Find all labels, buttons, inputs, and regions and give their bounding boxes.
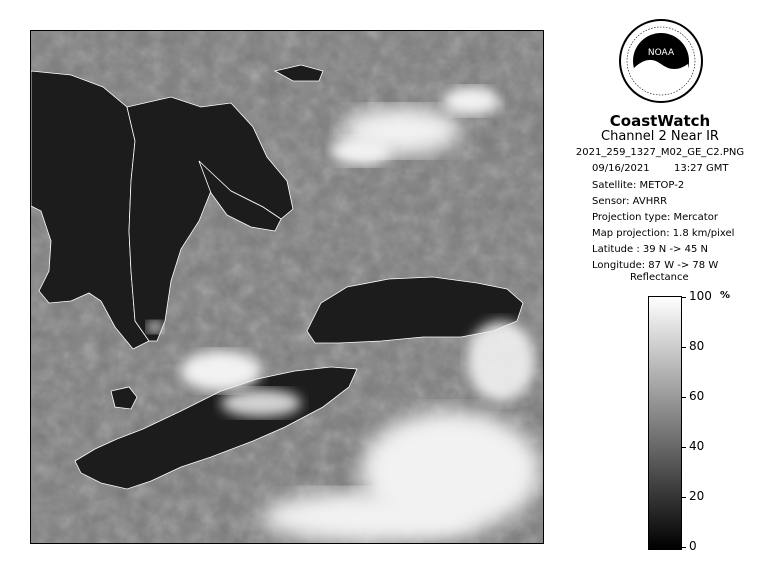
sensor-label: Sensor: AVHRR	[592, 196, 668, 207]
colorbar-tick-label: 80	[689, 339, 705, 353]
colorbar-tick-mark	[681, 447, 686, 448]
cloud-small	[147, 321, 163, 333]
filename-label: 2021_259_1327_M02_GE_C2.PNG	[575, 147, 745, 158]
satellite-label: Satellite: METOP-2	[592, 180, 685, 191]
colorbar	[648, 296, 682, 550]
map-projection-label: Map projection: 1.8 km/pixel	[592, 228, 735, 239]
projection-type-label: Projection type: Mercator	[592, 212, 718, 223]
datetime-row	[592, 163, 729, 174]
noaa-logo	[618, 18, 704, 104]
map-svg	[31, 31, 543, 543]
cloud-ne-2	[331, 137, 391, 165]
colorbar-tick-label: 60	[689, 389, 705, 403]
colorbar-tick-label: 40	[689, 439, 705, 453]
satellite-map	[30, 30, 544, 544]
channel-label: Channel 2 Near IR	[601, 129, 719, 144]
cloud-e	[467, 321, 535, 401]
product-title: CoastWatch	[609, 112, 711, 130]
colorbar-tick-label: 20	[689, 489, 705, 503]
time-label: 13:27 GMT	[674, 163, 729, 174]
latitude-label: Latitude : 39 N -> 45 N	[592, 244, 708, 255]
colorbar-unit: %	[720, 290, 731, 301]
colorbar-title: Reflectance	[630, 272, 689, 283]
cloud-erie	[221, 389, 301, 417]
colorbar-tick-label: 0	[689, 539, 697, 553]
noaa-logo-text: NOAA	[647, 48, 675, 58]
cloud-center	[181, 351, 261, 391]
cloud-ne-3	[443, 87, 499, 115]
cloud-s	[261, 491, 481, 543]
colorbar-tick-label: 100	[689, 289, 712, 303]
noaa-seal-icon	[618, 18, 704, 104]
colorbar-tick-mark	[681, 547, 686, 548]
longitude-label: Longitude: 87 W -> 78 W	[592, 260, 719, 271]
date-label: 09/16/2021	[592, 163, 650, 174]
colorbar-tick-mark	[681, 497, 686, 498]
colorbar-tick-mark	[681, 347, 686, 348]
colorbar-tick-mark	[681, 397, 686, 398]
colorbar-tick-mark	[681, 297, 686, 298]
